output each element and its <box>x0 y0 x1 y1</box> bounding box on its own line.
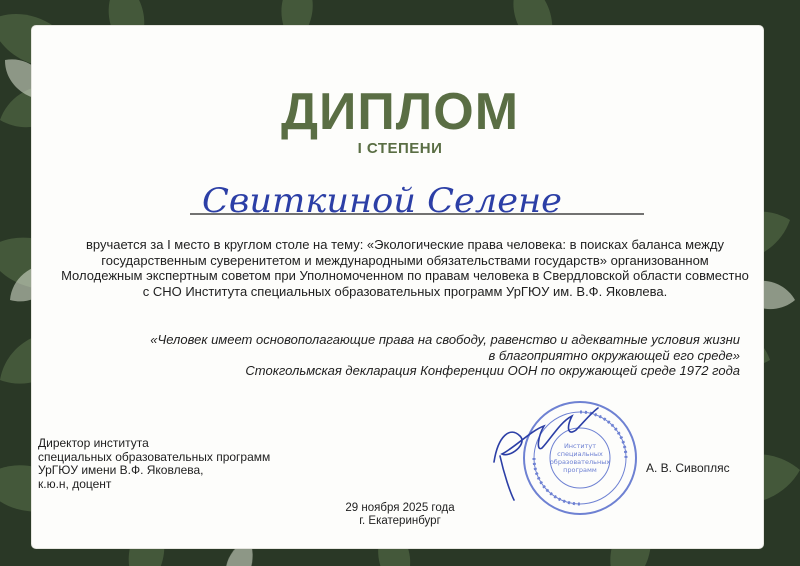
diploma-title: ДИПЛОМ <box>280 83 520 141</box>
director-line-3: УрГЮУ имени В.Ф. Яковлева, <box>38 463 204 477</box>
svg-text:программ: программ <box>563 466 597 474</box>
signer-name: А. В. Сивопляс <box>646 461 730 475</box>
quote-source: Стокгольмская декларация Конференции ООН по окружающей среде 1972 года <box>245 363 740 378</box>
svg-text:образовательных: образовательных <box>549 458 611 466</box>
issue-city: г. Екатеринбург <box>359 515 441 527</box>
director-title <box>38 437 308 491</box>
issue-date-block <box>300 502 500 528</box>
stamp-and-signature <box>480 396 640 520</box>
quote-block <box>40 332 740 379</box>
svg-text:Институт: Институт <box>563 442 597 450</box>
director-line-2: специальных образовательных программ <box>38 449 271 464</box>
svg-text:специальных: специальных <box>557 450 603 458</box>
issue-date: 29 ноября 2025 года <box>345 502 455 514</box>
recipient-handwriting: Свиткиной Селене <box>202 181 562 221</box>
quote-line-2: в благоприятно окружающей его среде» <box>488 347 740 363</box>
recipient-name <box>170 168 650 240</box>
director-line-4: к.ю.н, доцент <box>38 476 112 491</box>
quote-line-1: «Человек имеет основополагающие права на свободу, равенство и адекватные условия жизни <box>150 332 740 347</box>
award-text: вручается за I место в круглом столе на тему: «Экологические права человека: в поисках баланса между государственным суверенитетом и международными обязательствами государств» организованном Молодежным экспертным советом при Уполномоченном по правам человека в Свердловской области совместно с СНО Института специальных образовательных программ УрГЮУ им. В.Ф. Яковлева. <box>61 237 749 299</box>
diploma-degree: I СТЕПЕНИ <box>357 140 443 157</box>
round-seal-icon <box>524 402 636 514</box>
director-line-1: Директор института <box>38 436 149 450</box>
